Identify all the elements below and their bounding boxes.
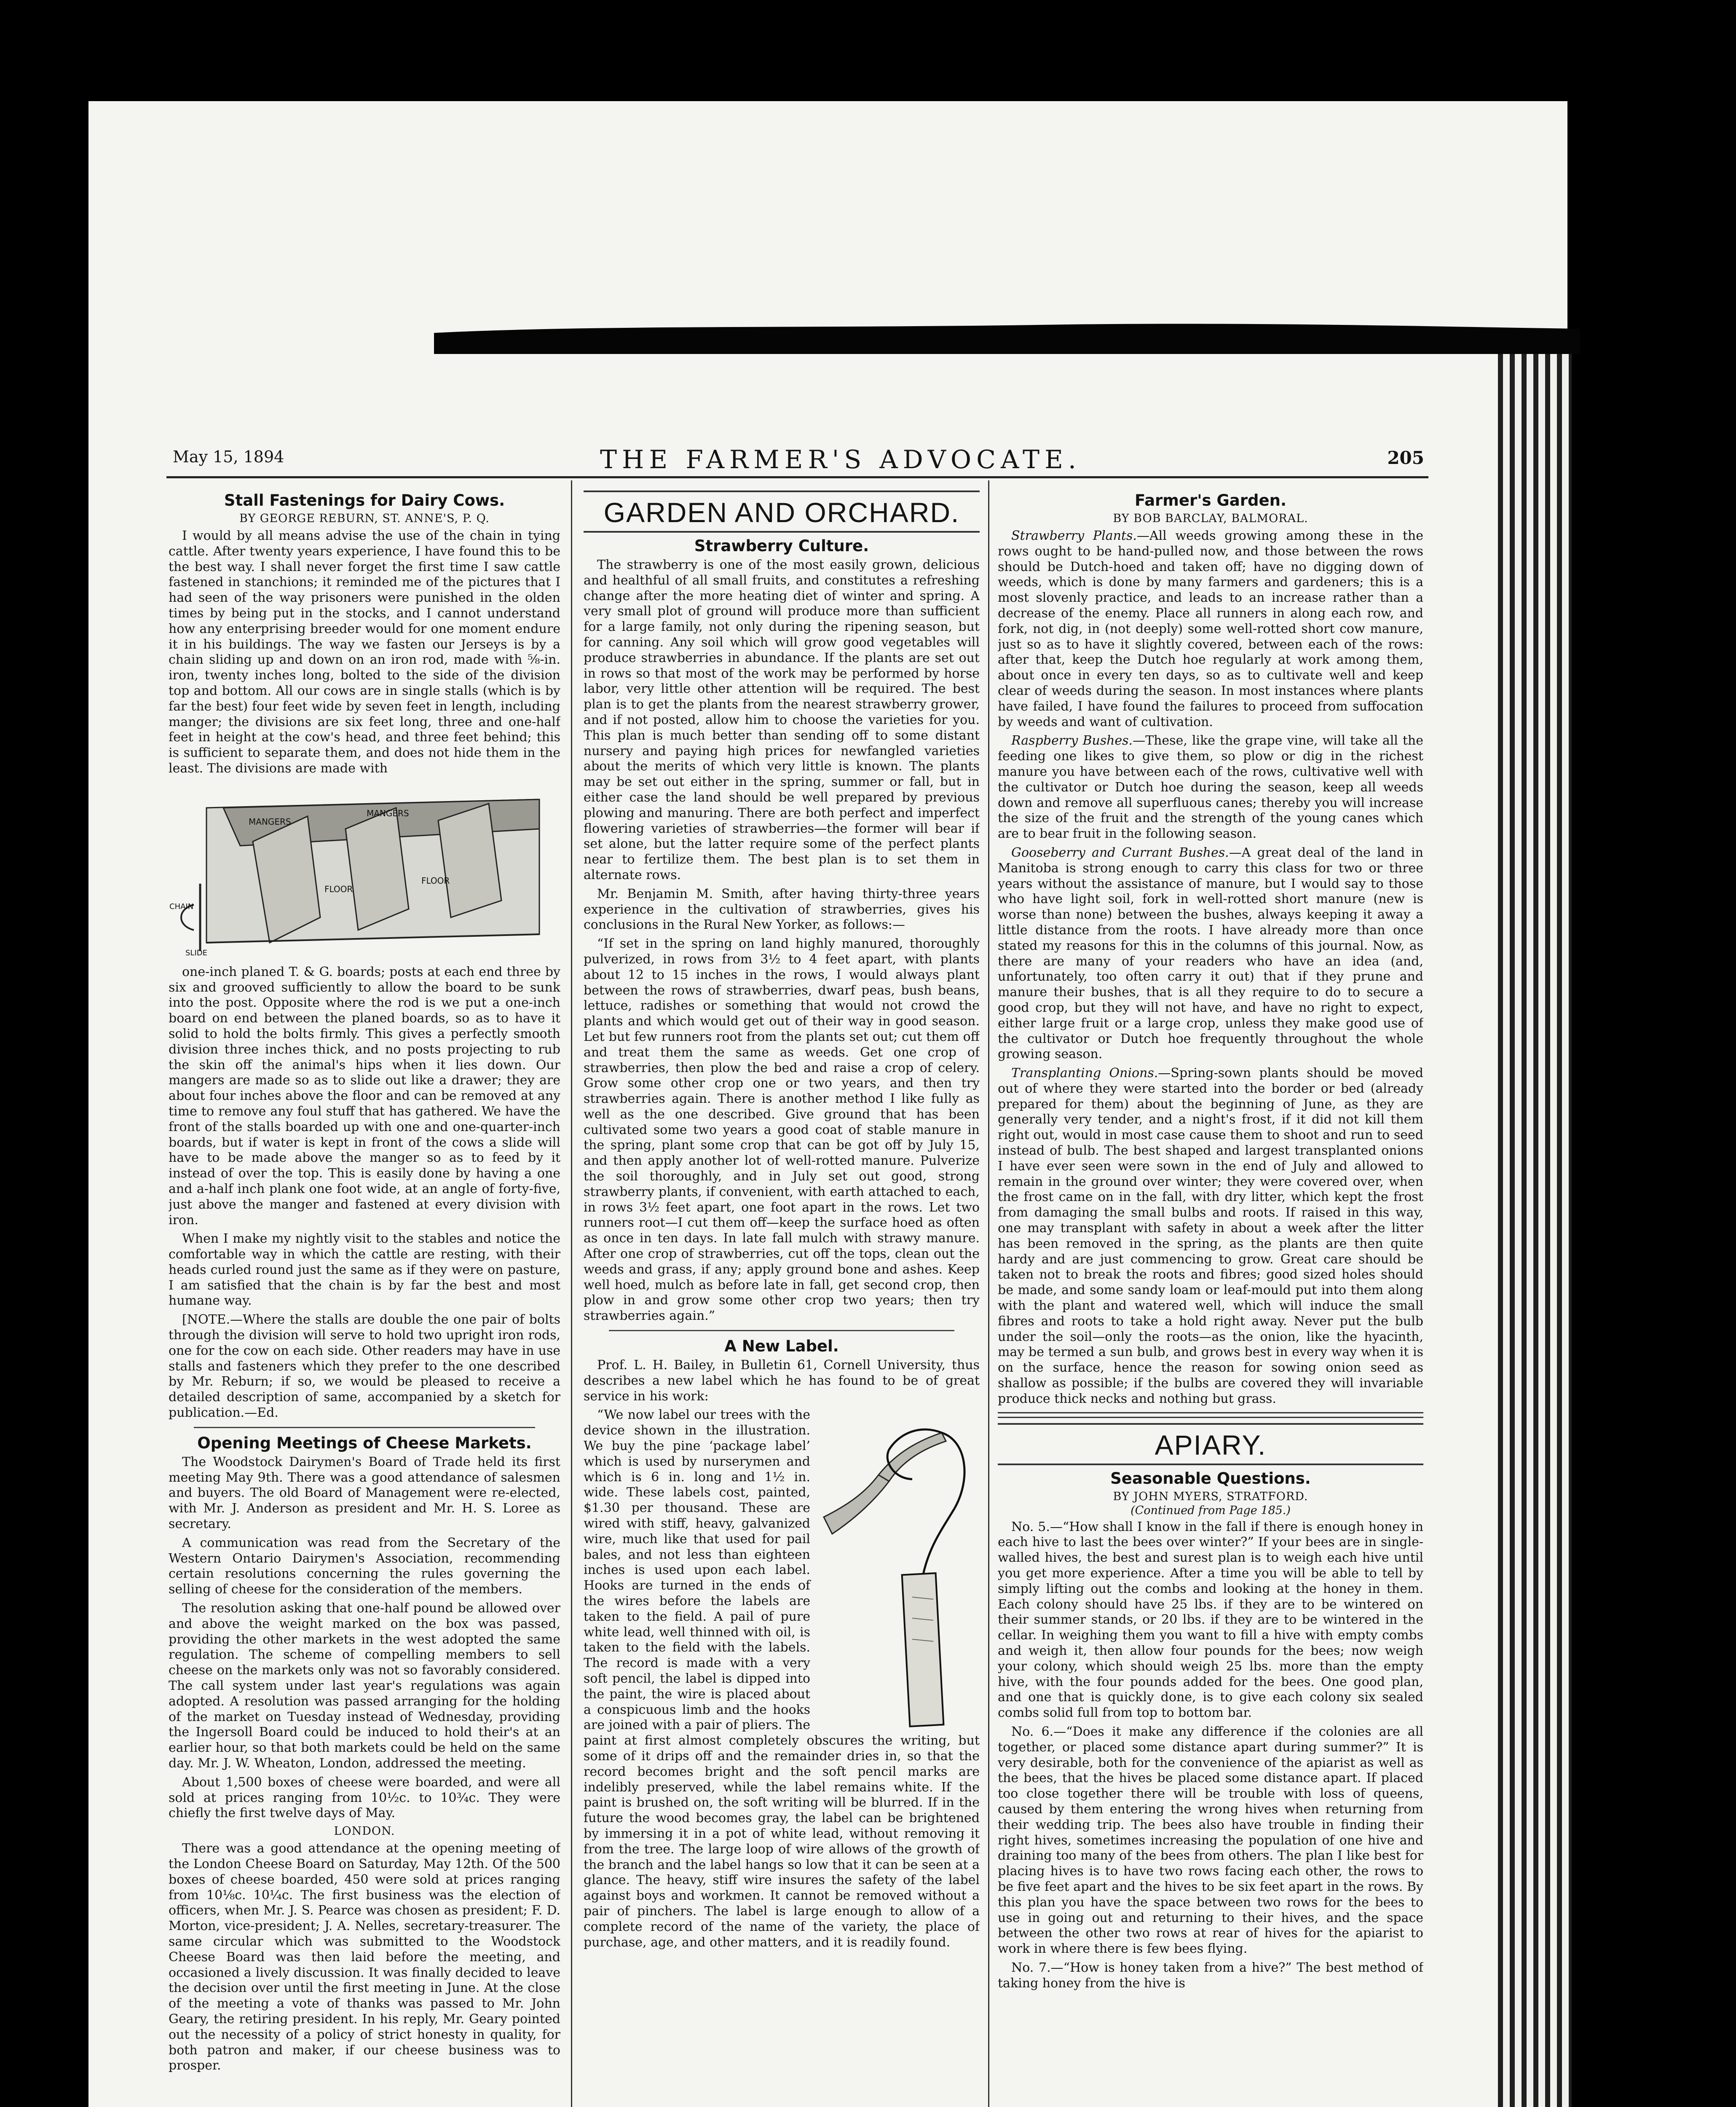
paragraph-body: —A great deal of the land in Manitoba is strong enough to carry this class for two or three years without the assistance of manure, but I would say to those who have light soil, fork in well-rotted short manure (new is worse than none) between the bushes, always keeping it away a little distance from the roots. I have already more than once stated my reasons for this in the columns of this journal. Now, as there are many of your readers who have an idea (and, unfortunately, too often carry it out) that if they prune and manure their bushes, that is all they require to do to secure a good crop, but they will not have, and have no right to expect, either large fruit or a large crop, unless they make good use of the cultivator or Dutch hoe frequently throughout the whole growing season. (998, 845, 1423, 1062)
column-1 (169, 480, 560, 2107)
article-paragraph: one-inch planed T. & G. boards; posts at each end three by six and grooved sufficiently to allow the board to be sunk into the post. Opposite where the rod is we put a one-inch board on end between the planed boards, so as to have it solid to hold the bolts firmly. This gives a perfectly smooth division three inches thick, and no posts projecting to rub the skin off the animal's hips when it lies down. Our mangers are made so as to slide out like a drawer; they are about four inches above the floor and can be removed at any time to remove any foul stuff that has gathered. We have the front of the stalls boarded up with one and one-quarter-inch boards, but if water is kept in front of the cows a slide will have to be made above the manger so as to feed by it instead of over the top. This is easily done by having a one and a-half inch plank one foot wide, at an angle of forty-five, just above the manger and fastened at every division with iron. (169, 964, 560, 1228)
editor-note: [NOTE.—Where the stalls are double the one pair of bolts through the division will serve to hold two upright iron rods, one for the cow on each side. Other readers may have in use stalls and fasteners which they prefer to the one described by Mr. Reburn; if so, we would be pleased to receive a detailed description of same, accompanied by a sketch for publication.—Ed. (169, 1312, 560, 1421)
article-paragraph: No. 5.—“How shall I know in the fall if there is enough honey in each hive to last the bees over winter?” If your bees are in single-walled hives, the best and surest plan is to weigh each hive until you get more experience. After a time you will be able to tell by simply lifting out the combs and looking at the honey in them. Each colony should have 25 lbs. if they are to be wintered on their summer stands, or 20 lbs. if they are to be wintered in the cellar. In weighing them you want to fill a hive with empty combs and weigh it, then allow four pounds for the bees; now weigh your colony, which should weigh 25 lbs. more than the empty hive, with the four pounds added for the bees. One good plan, and one that is quickly done, is to give each colony six sealed combs solid full from top to bottom bar. (998, 1519, 1423, 1721)
article-title: Opening Meetings of Cheese Markets. (197, 1434, 532, 1452)
masthead-title: THE FARMER'S ADVOCATE. (600, 445, 1081, 474)
column-2 (584, 480, 980, 2107)
article-byline: BY BOB BARCLAY, BALMORAL. (1113, 512, 1308, 525)
article-paragraph (998, 733, 1423, 842)
column-rule (571, 480, 572, 2107)
article-paragraph: “If set in the spring on land highly manured, thoroughly pulverized, in rows from 3½ to 4 feet apart, with plants about 12 to 15 inches in the rows, I would always plant between the rows of strawberries, dwarf peas, bush beans, lettuce, radishes or something that would not crowd the plants and which would get out of their way in good season. Let but few runners root from the plants set out; cut them off and treat them the same as weeds. Get one crop of strawberries, then plow the bed and raise a crop of celery. Grow some other crop one or two years, and then try strawberries again. There is another method I like fully as well as the one described. Give ground that has been cultivated some two years a good coat of stable manure in the spring, plant some crop that can be got off by July 15, and then apply another lot of well-rotted manure. Pulverize the soil thoroughly, and in July set out good, strong strawberry plants, if convenient, with earth attached to each, in rows 3½ feet apart, one foot apart in the rows. Let two runners root—I cut them off—keep the surface hoed as often as once in ten days. In late fall mulch with strawy manure. After one crop of strawberries, cut off the tops, clean out the weeds and grass, if any; apply ground bone and ashes. Keep well hoed, mulch as before late in fall, get second crop, then plow in and grow some other crop two years; then try strawberries again.” (584, 936, 980, 1324)
header-rule (166, 476, 1428, 478)
article-paragraph: No. 6.—“Does it make any difference if the colonies are all together, or placed some distance apart during summer?” It is very desirable, both for the convenience of the apiarist as well as the bees, that the hives be placed some distance apart. If placed too close together there will be trouble with loss of queens, caused by them entering the wrong hives when returning from their wedding trip. The bees also have trouble in finding their right hives, sometimes increasing the population of one hive and draining too many of the bees from others. The plan I like best for placing hives is to have two rows facing each other, the rows to be five feet apart and the hives to be six feet apart in the rows. By this plan you have the space between two rows for the bees to use in going out and returning to their hives, and the space between the other two rows at rear of hives for the apiarist to work in where there is few bees flying. (998, 1724, 1423, 1957)
section-title: APIARY. (998, 1423, 1423, 1465)
fig-label: SLIDE (185, 948, 207, 957)
paragraph-lead: Transplanting Onions. (1011, 1066, 1158, 1081)
article-title: Stall Fastenings for Dairy Cows. (224, 491, 505, 509)
article-separator (194, 1427, 535, 1428)
paragraph-body: —Spring-sown plants should be moved out of where they were started into the border or bed (already prepared for them) about the beginning of June, as they are generally very tender, and a night's frost, if it did not kill them right out, would in most case cause them to shoot and run to seed instead of bulb. The best shaped and largest transplanted onions I have ever seen were sown in the end of July and allowed to remain in the ground over winter; they were covered over, when the frost came on in the fall, with dry litter, which kept the frost from damaging the small bulbs and roots. If raised in this way, one may transplant with safety in about a week after the litter has been removed in the spring, as the plants are then quite hardy and are just commencing to grow. Great care should be taken not to break the roots and fibres; good sized holes should be made, and some sandy loam or leaf-mould put into them along with the plant and watered well, which will induce the small fibres and roots to take a hold right away. Never put the bulb under the soil—only the roots—as the onion, like the hyacinth, may be termed a sun bulb, and grows best in every way when it is on the surface, hence the reason for sowing onion seed as shallow as possible; if the bulbs are covered they will invariable produce thick necks and nothing but grass. (998, 1066, 1423, 1406)
continued-note: (Continued from Page 185.) (1131, 1504, 1291, 1517)
article-paragraph: I would by all means advise the use of the chain in tying cattle. After twenty years experience, I have found this to be the best way. I shall never forget the first time I saw cattle fastened in stanchions; it reminded me of the pictures that I had seen of the way prisoners were punished in the olden times by being put in the stocks, and I cannot understand how any enterprising breeder would for one moment endure it in his buildings. The way we fasten our Jerseys is by a chain sliding up and down on an iron rod, made with ⅝-in. iron, twenty inches long, bolted to the side of the division top and bottom. All our cows are in single stalls (which is by far the best) four feet wide by seven feet in length, including manger; the divisions are six feet long, three and one-half feet in height at the cow's head, and three feet behind; this is sufficient to separate them, and does not hide them in the least. The divisions are made with (169, 528, 560, 776)
paragraph-body: —All weeds growing among these in the rows ought to be hand-pulled now, and those between the rows should be Dutch-hoed and taken off; have no digging down of weeds, which is done by many farmers and gardeners; this is a most slovenly practice, and leads to an increase rather than a decrease of the enemy. Place all runners in along each row, and fork, not dig, in (not deeply) some well-rotted short cow manure, just so as to have it slightly covered, between each of the rows: after that, keep the Dutch hoe regularly at work among them, about once in every ten days, so as to cultivate well and keep clear of weeds during the season. In most instances where plants have failed, I have found the failures to proceed from suffocation by weeds and want of cultivation. (998, 528, 1423, 729)
article-paragraph: When I make my nightly visit to the stables and notice the comfortable way in which the cattle are resting, with their heads curled round just the same as if they were on pasture, I am satisfied that the chain is by far the best and most humane way. (169, 1231, 560, 1308)
column-rule (988, 480, 989, 2107)
stall-diagram (169, 783, 560, 960)
paragraph-body: —These, like the grape vine, will take all the feeding one likes to give them, so plow or dig in the richest manure you have between each of the rows, cultivative well with the cultivator or Dutch hoe during the season, keep all weeds down and remove all superfluous canes; thereby you will increase the size of the fruit and the strength of the young canes which are to bear fruit in the following season. (998, 733, 1423, 842)
article-paragraph: No. 7.—“How is honey taken from a hive?” The best method of taking honey from the hive is (998, 1960, 1423, 1991)
article-paragraph (998, 845, 1423, 1062)
article-paragraph: The resolution asking that one-half pound be allowed over and above the weight marked on the box was passed, providing the other markets in the west adopted the same regulation. The scheme of compelling members to sell cheese on the markets only was not so favorably considered. The call system under last year's regulations was again adopted. A resolution was passed arranging for the holding of the market on Tuesday instead of Wednesday, providing the Ingersoll Board could be induced to hold their's at an earlier hour, so that both markets could be held on the same day. Mr. J. W. Wheaton, London, addressed the meeting. (169, 1601, 560, 1771)
article-paragraph (998, 528, 1423, 730)
tree-label-illustration (815, 1407, 980, 1728)
article-title: Strawberry Culture. (694, 537, 869, 555)
adjacent-page-edge (1498, 333, 1572, 2107)
section-separator (998, 1412, 1423, 1418)
fig-label: FLOOR (421, 875, 450, 886)
article-byline: BY GEORGE REBURN, ST. ANNE'S, P. Q. (239, 512, 490, 525)
issue-date: May 15, 1894 (173, 448, 284, 466)
page-header (173, 445, 1424, 477)
article-paragraph: A communication was read from the Secretary of the Western Ontario Dairymen's Association, recommending certain resolutions concerning the rules governing the selling of cheese for the consideration of the members. (169, 1535, 560, 1597)
paragraph-lead: Raspberry Bushes. (1011, 733, 1133, 748)
article-title: Seasonable Questions. (1110, 1469, 1311, 1488)
page-number: 205 (1387, 448, 1424, 468)
article-paragraph (998, 1066, 1423, 1407)
article-paragraph: Prof. L. H. Bailey, in Bulletin 61, Cornell University, thus describes a new label which he has found to be of great service in his work: (584, 1358, 980, 1404)
fig-label: MANGERS (249, 816, 291, 827)
subheading: LONDON. (334, 1825, 395, 1838)
fig-label: MANGERS (367, 808, 409, 818)
section-title: GARDEN AND ORCHARD. (584, 491, 980, 533)
fig-label: CHAIN (169, 902, 194, 911)
article-title: Farmer's Garden. (1134, 491, 1286, 509)
article-paragraph: “We now label our trees with the device shown in the illustration. We buy the pine ‘package label’ which is used by nurserymen and which is 6 in. long and 1½ in. wide. These labels cost, painted, $1.30 per thousand. These are wired with stiff, heavy, galvanized wire, much like that used for pail bales, and not less than eighteen inches is used upon each label. Hooks are turned in the ends of the wires before the labels are taken to the field. A pail of pure white lead, well thinned with oil, is taken to the field with the labels. The record is made with a very soft pencil, the label is dipped into the paint, the wire is placed about a conspicuous limb and the hooks are joined with a pair of pliers. The paint at first almost completely obscures the writing, but some of it drips off and the remainder dries in, so that the record becomes bright and the soft pencil marks are indelibly preserved, while the label remains white. If the paint is brushed on, the soft writing will be blurred. If in the future the wood becomes gray, the label can be brightened by immersing it in a pot of white lead, without removing it from the tree. The large loop of wire allows of the growth of the branch and the label hangs so low that it can be seen at a glance. The heavy, stiff wire insures the safety of the label against boys and workmen. It cannot be removed without a pair of pinchers. The label is large enough to allow of a complete record of the name of the variety, the place of purchase, age, and other matters, and it is readily found. (584, 1407, 980, 1950)
page-top-edge-shadow (434, 316, 1580, 354)
article-paragraph: About 1,500 boxes of cheese were boarded, and were all sold at prices ranging from 10½c. to 10¾c. They were chiefly the first twelve days of May. (169, 1775, 560, 1821)
article-title: A New Label. (724, 1337, 839, 1356)
article-separator (609, 1330, 954, 1331)
article-paragraph: There was a good attendance at the opening meeting of the London Cheese Board on Saturday, May 12th. Of the 500 boxes of cheese boarded, 450 were sold at prices ranging from 10⅛c. 10¼c. The first business was the election of officers, when Mr. J. S. Pearce was chosen as president; F. D. Morton, vice-president; J. A. Nelles, secretary-treasurer. The same circular which was submitted to the Woodstock Cheese Board was then laid before the meeting, and occasioned a lively discussion. It was finally decided to leave the decision over until the first meeting in June. At the close of the meeting a vote of thanks was passed to Mr. John Geary, the retiring president. In his reply, Mr. Geary pointed out the necessity of a policy of strict honesty in quality, for both patron and maker, if our cheese business was to prosper. (169, 1841, 560, 2073)
article-paragraph: The Woodstock Dairymen's Board of Trade held its first meeting May 9th. There was a good attendance of salesmen and buyers. The old Board of Management were re-elected, with Mr. J. Anderson as president and Mr. H. S. Loree as secretary. (169, 1454, 560, 1532)
article-paragraph: The strawberry is one of the most easily grown, delicious and healthful of all small fruits, and constitutes a refreshing change after the more heating diet of winter and spring. A very small plot of ground will produce more than sufficient for a large family, not only during the ripening season, but for canning. Any soil which will grow good vegetables will produce strawberries in abundance. If the plants are set out in rows so that most of the work may be performed by horse labor, very little other attention will be required. The best plan is to get the plants from the nearest strawberry grower, and if not posted, allow him to choose the varieties for you. This plan is much better than sending off to some distant nursery and paying high prices for newfangled varieties about the merits of which very little is known. The plants may be set out either in the spring, summer or fall, but in either case the land should be well prepared by previous plowing and manuring. There are both perfect and imperfect flowering varieties of strawberries—the former will bear if set alone, but the latter require some of the perfect plants near to fertilize them. The best plan is to set them in alternate rows. (584, 558, 980, 882)
article-byline: BY JOHN MYERS, STRATFORD. (1113, 1490, 1308, 1503)
column-3 (998, 480, 1423, 2107)
article-paragraph: Mr. Benjamin M. Smith, after having thirty-three years experience in the cultivation of strawberries, gives his conclusions in the Rural New Yorker, as follows:— (584, 886, 980, 933)
paragraph-lead: Gooseberry and Currant Bushes. (1011, 845, 1229, 860)
fig-label: FLOOR (324, 884, 353, 894)
paragraph-lead: Strawberry Plants. (1011, 528, 1137, 543)
